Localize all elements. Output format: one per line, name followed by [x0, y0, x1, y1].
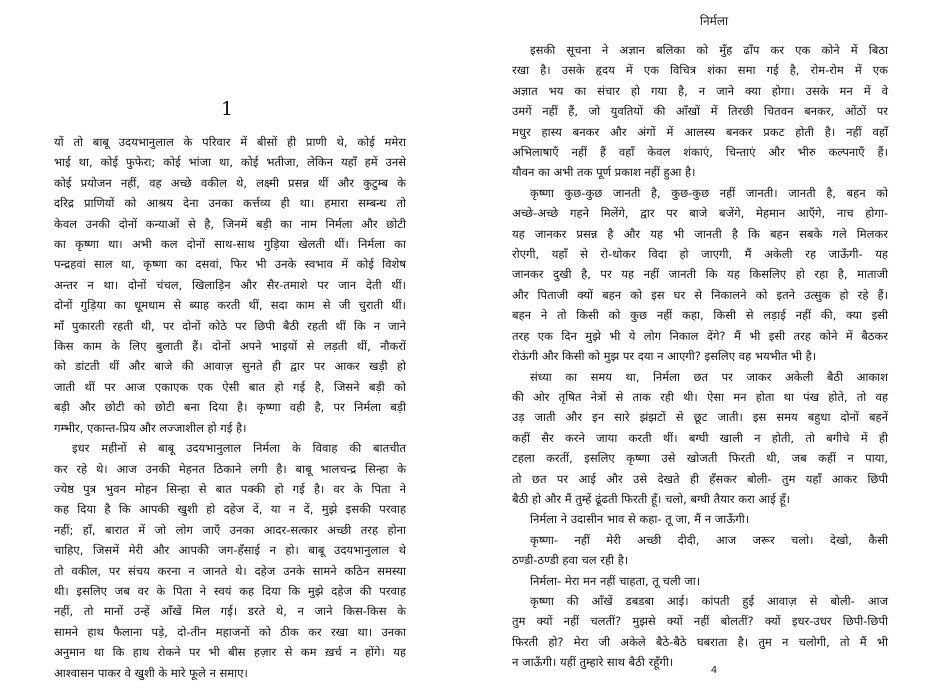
text-line: पन्द्रहवां साल था, कृष्णा का दसवां, फिर भी उनके स्वभाव में कोई विशेष — [54, 257, 406, 272]
paragraph — [512, 183, 888, 367]
text-line: कृष्णा- नहीं मेरी अच्छी दीदी, आज जरूर चलो। देखो, कैसी — [530, 532, 888, 547]
text-line: ठण्डी-ठण्डी हवा चल रही है। — [512, 553, 629, 568]
text-line: टहला करतीं, इसलिए कृष्णा उसे खोजती फिरती थी, जब कहीं न पाया, — [512, 451, 888, 466]
text-line: थी। इसलिए जब वर के पिता ने स्वयं कह दिया कि मुझे दहेज की परवाह — [54, 583, 406, 598]
text-line: ज्येष्ठ पुत्र भुवन मोहन सिन्हा से बात पक्की हो गई है। वर के पिता ने — [54, 481, 406, 496]
text-line: कर रहे थे। आज उनकी मेहनत ठिकाने लगी है। बाबू भालचन्द्र सिन्हा के — [54, 461, 406, 476]
text-line: रखा है। उसके हृदय में एक विचित्र शंका समा गई है, रोम-रोम में एक — [512, 63, 888, 78]
text-line: रोऊंगी और किसी को मुझ पर दया न आएगी? इसलिए वह भयभीत भी है। — [512, 349, 817, 364]
text-line: की ओर तृषित नेत्रों से ताक रही थी। ऐसा मन होता था पंख होते, तो वह — [512, 389, 888, 404]
paragraph — [512, 40, 888, 183]
page-number: 4 — [710, 665, 718, 676]
text-line: तुम क्यों नहीं चलतीं? मुझसे क्यों नहीं बोलतीं? क्यों इधर-उधर छिपी-छिपी — [512, 614, 888, 629]
text-line: फिरती हो? मेरा जी अकेले बैठे-बैठे घबराता है। तुम न चलोगी, तो मैं भी — [512, 634, 888, 649]
text-line: गम्भीर, एकान्त-प्रिय और लज्जाशील हो गई है। — [54, 420, 247, 435]
text-line: नहीं, तो मानों उन्हें आँखें मिल गई। डरते थे, न जाने किस-किस के — [54, 604, 406, 619]
text-line: निर्मला ने उदासीन भाव से कहा- तू जा, मैं न जाऊँगी। — [530, 512, 750, 527]
text-line: कोई प्रयोजन नहीं, वह अच्छे वकील थे, लक्ष्मी प्रसन्न थीं और कुटुम्ब के — [54, 175, 406, 190]
text-line: इधर महीनों से बाबू उदयभानुलाल निर्मला के विवाह की बातचीत — [72, 441, 406, 456]
right-page — [476, 0, 952, 700]
right-page-body — [512, 40, 888, 673]
text-line: अच्छे-अच्छे गहने मिलेंगे, द्वार पर बाजे बजेंगे, मेहमान आएँगे, नाच होगा- — [512, 206, 888, 221]
chapter-number: 1 — [221, 98, 234, 120]
paragraph — [512, 509, 888, 529]
text-line: सामने हाथ फैलाना पड़े, दो-तीन महाजनों को ठीक कर रखा था। उनका — [54, 624, 406, 639]
text-line: बड़ी और छोटी को छोटी बना दिया है। कृष्णा वही है, पर निर्मला बड़ी — [54, 400, 406, 415]
text-line: को डांटती थीं और बाजे की आवाज़ सुनते ही द्वार पर आकर खड़ी हो — [54, 359, 406, 374]
text-line: उमगें नहीं हैं, जो युवतियों की आँखों में तिरछी चितवन बनकर, ओंठों पर — [512, 104, 888, 119]
text-line: न जाऊँगी। यहीं तुम्हारे साथ बैठी रहूँगी। — [512, 655, 674, 670]
text-line: बहन ने तो किसी को कुछ नहीं कहा, किसी से लड़ाई नहीं की, क्या इसी — [512, 308, 888, 323]
text-line: तो वकील, पर संचय करना न जानते थे। दहेज उनके सामने कठिन समस्या — [54, 563, 406, 578]
text-line: कहीं सैर करने जाया करती थीं। बग्घी खाली न होती, तो बगीचे में ही — [512, 430, 888, 445]
text-line: यह जानकर प्रसन्न है और यह भी जानती है कि बहन सबके गले मिलकर — [512, 226, 888, 241]
paragraph — [54, 132, 406, 438]
text-line: रोएगी, यहाँ से रो-धोकर विदा हो जाएगी, मैं अकेली रह जाऊँगी- यह — [512, 247, 888, 262]
text-line: मधुर हास्य बनकर और अंगों में आलस्य बनकर प्रकट होती है। नहीं वहाँ — [512, 124, 888, 139]
text-line: भाई था, कोई फुफेरा; कोई भांजा था, कोई भतीजा, लेकिन यहाँ हमें उनसे — [54, 155, 406, 170]
paragraph — [512, 530, 888, 571]
left-page-body — [54, 132, 406, 683]
text-line: निर्मला- मेरा मन नहीं चाहता, तू चली जा। — [530, 573, 701, 588]
running-header-title: निर्मला — [699, 14, 729, 28]
text-line: का कृष्णा था। अभी कल दोनों साथ-साथ गुड़िया खेलती थीं। निर्मला का — [54, 237, 406, 252]
text-line: दोनों गुड़िया का धूमधाम से ब्याह करती थीं, सदा काम से जी चुराती थीं। — [54, 298, 406, 313]
paragraph — [512, 367, 888, 510]
text-line: माँ पुकारती रहती थी, पर दोनों कोठे पर छिपी बैठी रहती थीं कि न जाने — [54, 318, 406, 333]
text-line: नहीं; हाँ, बारात में जो लोग जाएँ उनका आदर-सत्कार अच्छी तरह होना — [54, 522, 406, 537]
text-line: जाती थीं पर आज एकाएक एक ऐसी बात हो गई है, जिसने बड़ी को — [54, 379, 406, 394]
text-line: अनुमान था कि हाथ रोकने पर भी बीस हज़ार से कम ख़र्च न होंगे। यह — [54, 645, 406, 660]
text-line: केवल उनकी दोनों कन्याओं से है, जिनमें बड़ी का नाम निर्मला और छोटी — [54, 216, 406, 231]
text-line: चाहिए, जिसमें मेरी और आपकी जग-हँसाई न हो। बाबू उदयभानुलाल थे — [54, 543, 406, 558]
text-line: कह दिया है कि आपकी खुशी हो दहेज दें, या न दें, मुझे इसकी परवाह — [54, 502, 406, 517]
paragraph — [512, 591, 888, 673]
text-line: जानकर दुखी है, पर यह नहीं जानती कि यह किसलिए हो रहा है, माताजी — [512, 267, 888, 282]
paragraph — [512, 571, 888, 591]
text-line: तो छत पर आई और उसे देखते ही हँसकर बोली- तुम यहाँ आकर छिपी — [512, 471, 888, 486]
text-line: अज्ञात भय का संचार हो गया है, न जाने क्या होगा। उसके मन में वे — [512, 83, 888, 98]
text-line: तरह एक दिन मुझे भी ये लोग निकाल देंगे? मैं भी इसी तरह कोने में बैठकर — [512, 328, 888, 343]
text-line: और पिताजी क्यों बहन को इस घर से निकालने को इतने उत्सुक हो रहे हैं। — [512, 287, 888, 302]
text-line: किस काम के लिए बुलाती हैं। दोनों अपने भाइयों से लड़ती थीं, नौकरों — [54, 339, 406, 354]
text-line: बैठी हो और मैं तुम्हें ढूंढती फिरती हूँ। चलो, बग्घी तैयार करा आई हूँ। — [512, 491, 790, 506]
text-line: संध्या का समय था, निर्मला छत पर जाकर अकेली बैठी आकाश — [530, 369, 888, 384]
text-line: उड़ जाती और इन सारे झंझटों से छूट जाती। इस समय बहुधा दोनों बहनें — [512, 410, 888, 425]
text-line: अभिलाषाएँ नहीं हैं वहाँ केवल शंकाएं, चिन्ताएं और भीरु कल्पनाएँ हैं। — [512, 145, 888, 160]
text-line: अन्तर न था। दोनों चंचल, खिलाड़िन और सैर-तमाशे पर जान देती थीं। — [54, 277, 406, 292]
text-line: दरिद्र प्राणियों को आश्रय देना उनका कर्त्तव्य ही था। हमारा सम्बन्ध तो — [54, 196, 406, 211]
text-line: यौवन का अभी तक पूर्ण प्रकाश नहीं हुआ है। — [512, 165, 696, 180]
text-line: इसकी सूचना ने अज्ञान बलिका को मुँह ढाँप कर एक कोने में बिठा — [530, 43, 888, 57]
text-line: आश्वासन पाकर वे खुशी के मारे फूले न समाए। — [54, 665, 248, 680]
text-line: कृष्णा कुछ-कुछ जानती है, कुछ-कुछ नहीं जानती। जानती है, बहन को — [530, 185, 888, 200]
text-line: यों तो बाबू उदयभानुलाल के परिवार में बीसों ही प्राणी थे, कोई ममेरा — [54, 135, 406, 149]
text-line: कृष्णा की आँखें डबडबा आई। कांपती हुई आवाज़ से बोली- आज — [530, 593, 888, 608]
paragraph — [54, 438, 406, 683]
